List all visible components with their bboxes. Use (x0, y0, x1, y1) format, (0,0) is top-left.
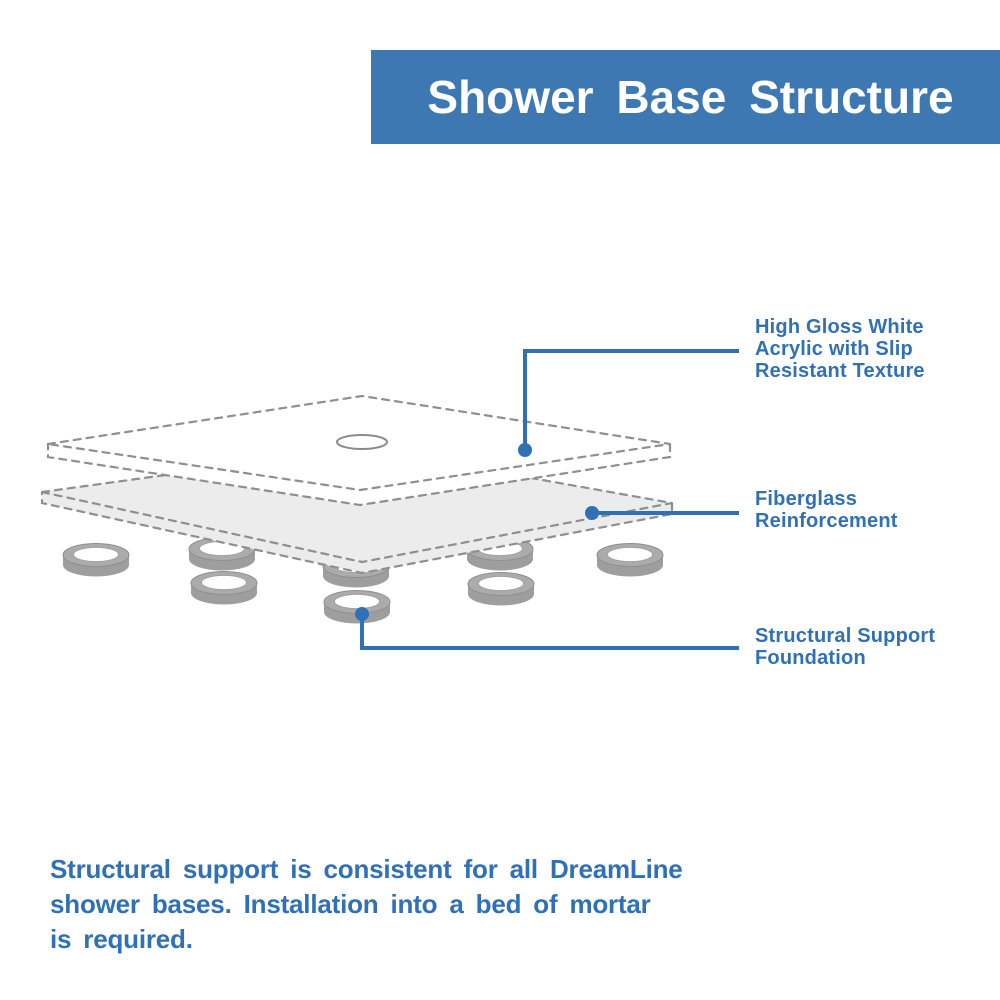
acrylic-label-line: Resistant Texture (755, 360, 925, 382)
fiberglass-label (755, 488, 898, 532)
acrylic-label (755, 316, 925, 382)
foundation-leader-line (362, 614, 739, 648)
support-ring-icon (191, 572, 257, 605)
page-title: Shower Base Structure (427, 71, 954, 123)
footer-note-line: is required. (50, 924, 193, 954)
acrylic-label-line: High Gloss White (755, 316, 924, 338)
foundation-label-line: Structural Support (755, 625, 936, 647)
fiberglass-leader-dot (585, 506, 599, 520)
support-ring-icon (597, 544, 663, 577)
acrylic-label-line: Acrylic with Slip (755, 338, 913, 360)
footer-note-line: Structural support is consistent for all DreamLine (50, 854, 683, 884)
drain-opening (337, 435, 387, 449)
footer-note (50, 852, 683, 957)
foundation-label-line: Foundation (755, 647, 866, 669)
acrylic-leader-dot (518, 443, 532, 457)
foundation-leader-dot (355, 607, 369, 621)
support-ring-icon (63, 544, 129, 577)
fiberglass-label-line: Fiberglass (755, 488, 858, 510)
footer-note-line: shower bases. Installation into a bed of mortar (50, 889, 651, 919)
support-ring-icon (468, 573, 534, 606)
fiberglass-label-line: Reinforcement (755, 510, 898, 532)
foundation-label (755, 625, 935, 669)
